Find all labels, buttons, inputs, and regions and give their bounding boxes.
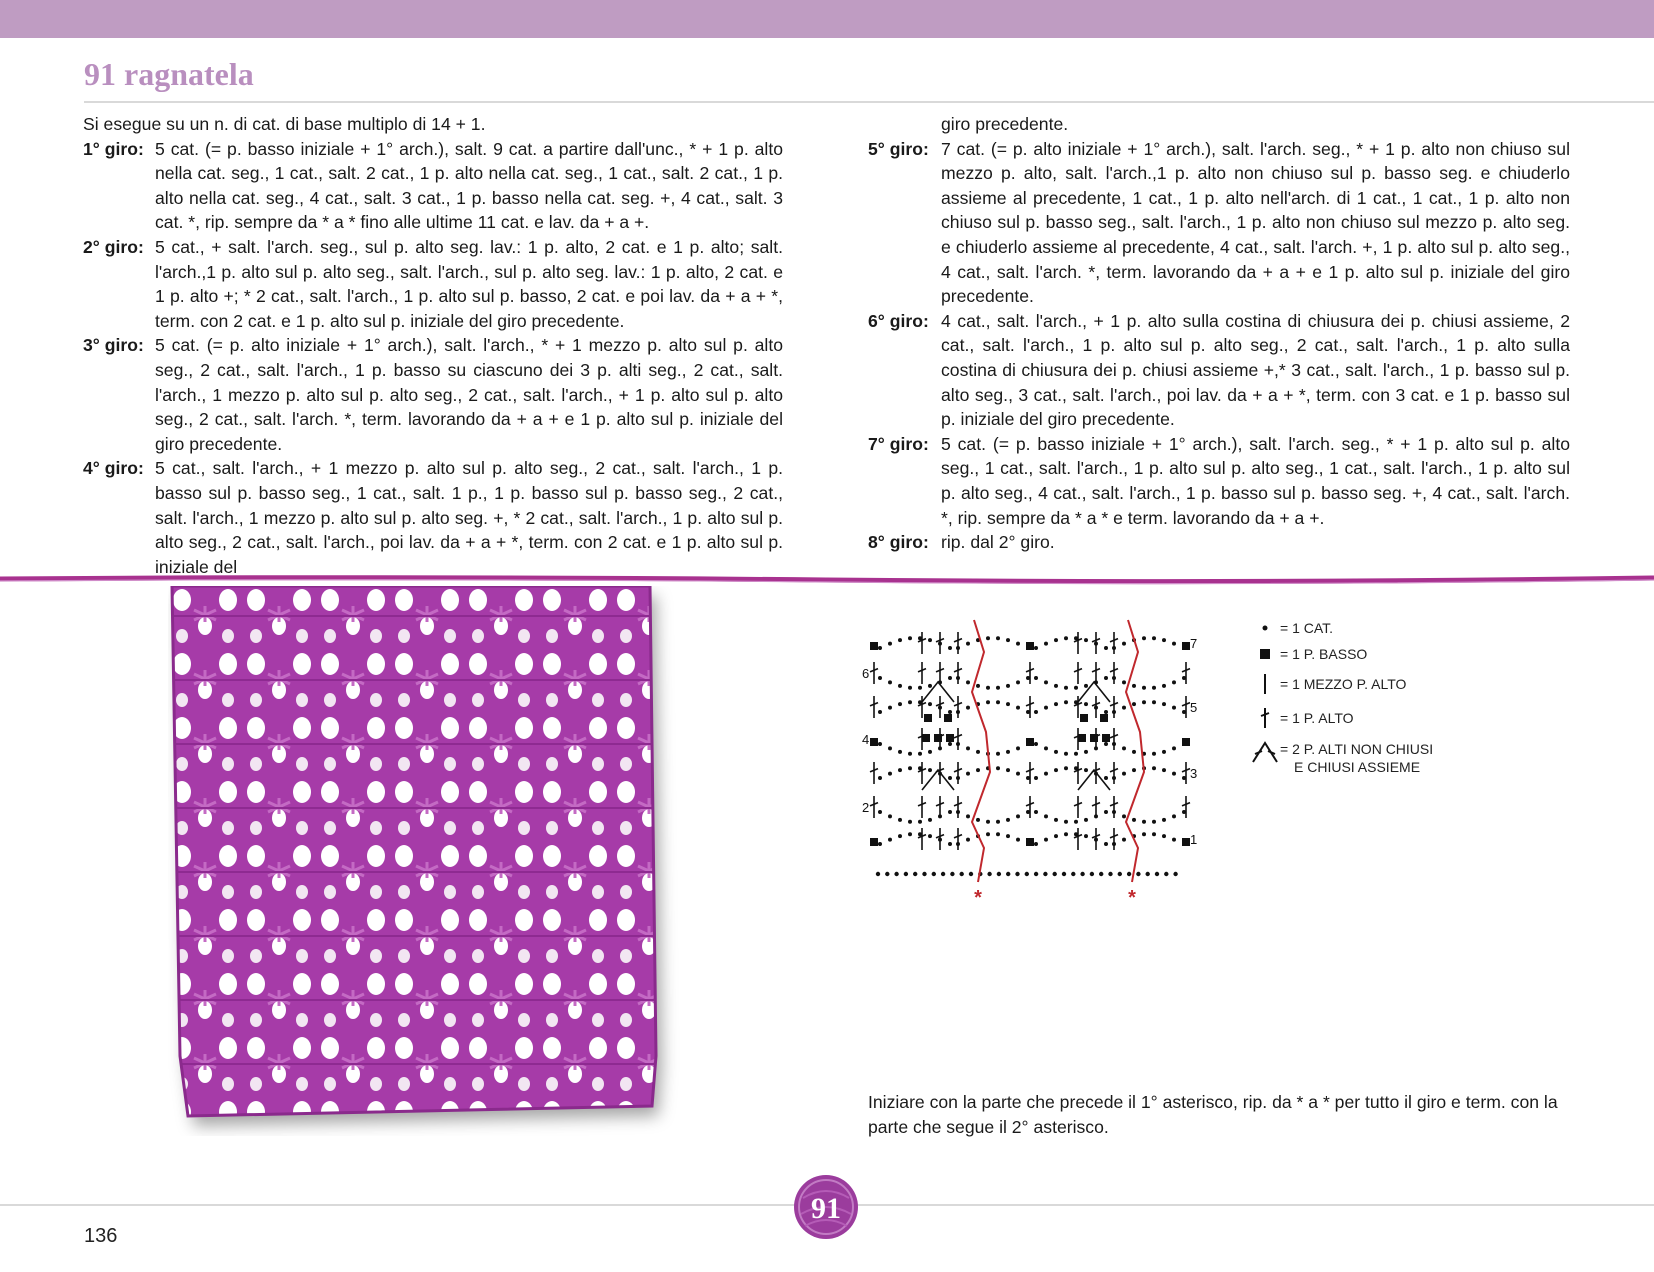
chain-stitch	[966, 680, 970, 684]
chain-stitch	[1090, 872, 1094, 876]
crochet-swatch-photo	[168, 586, 688, 1136]
chain-stitch	[1104, 646, 1108, 650]
chain-stitch	[918, 752, 922, 756]
chain-stitch	[1122, 680, 1126, 684]
chain-stitch	[1034, 810, 1038, 814]
round-8	[868, 530, 1570, 555]
chain-stitch	[960, 872, 964, 876]
square-icon	[1250, 642, 1280, 666]
cluster-stitch	[922, 682, 954, 702]
cluster-stitch	[1078, 682, 1110, 702]
chain-stitch	[1132, 750, 1136, 754]
chain-stitch	[1044, 680, 1048, 684]
single-crochet-stitch	[922, 734, 930, 742]
chain-stitch	[1054, 768, 1058, 772]
chain-stitch	[1084, 684, 1088, 688]
chain-stitch	[1104, 742, 1108, 746]
chain-stitch	[1074, 686, 1078, 690]
round-text: 5 cat., + salt. l'arch. seg., sul p. alto seg. lav.: 1 p. alto, 2 cat. e 1 p. alto; salt. l'arch.,1 p. alto sul p. alto seg., salt. l'arch., sul p. alto seg. lav.: 1 p. alto, 2 cat. e 1 p. alto +; * 2 cat., salt. l'arch., 1 p. alto sul p. basso, 2 cat. e poi lav. da + a + *, term. con 2 cat. e 1 p. alto sul p. iniziale del giro precedente.	[155, 236, 783, 331]
chain-stitch	[1172, 838, 1176, 842]
chain-stitch	[1044, 814, 1048, 818]
round-label: 8° giro:	[868, 532, 929, 553]
chain-stitch	[950, 872, 954, 876]
chain-stitch	[1142, 700, 1146, 704]
chain-stitch	[878, 676, 882, 680]
chain-stitch	[948, 842, 952, 846]
chain-stitch	[976, 818, 980, 822]
legend-item: = 1 CAT.	[1250, 616, 1333, 640]
chain-stitch	[1054, 750, 1058, 754]
chain-stitch	[898, 834, 902, 838]
chain-stitch	[908, 766, 912, 770]
legend-item: = 1 P. BASSO	[1250, 642, 1367, 666]
chain-stitch	[1122, 746, 1126, 750]
round-text: 4 cat., salt. l'arch., + 1 p. alto sulla costina di chiusura dei p. chiusi assieme, 2 cat., salt. l'arch., 1 p. alto sul p. alto seg., 2 cat., salt. l'arch., 1 p. alto sulla costina di chiusura dei p. chiusi assieme +,* 3 cat., salt. l'arch., 1 p. basso sul p. alto seg., 3 cat., salt. l'arch., poi lav. da + a + *, term. con 3 cat. e 1 p. basso sul p. iniziale del giro precedente.	[941, 310, 1570, 430]
chain-stitch	[976, 750, 980, 754]
chain-stitch	[1043, 872, 1047, 876]
chain-stitch	[1152, 686, 1156, 690]
chain-stitch	[1084, 702, 1088, 706]
row-number: 5	[1190, 700, 1198, 715]
repeat-asterisk: *	[974, 887, 982, 909]
dot-icon	[1250, 616, 1280, 640]
chain-stitch	[1122, 706, 1126, 710]
chain-stitch	[948, 776, 952, 780]
legend-item: = 1 P. ALTO	[1250, 706, 1354, 730]
chain-stitch	[1016, 642, 1020, 646]
chain-stitch	[1127, 872, 1131, 876]
title-divider	[84, 101, 1654, 103]
chain-stitch	[908, 820, 912, 824]
chain-stitch	[1034, 872, 1038, 876]
round-text: 5 cat. (= p. alto iniziale + 1° arch.), salt. l'arch., * + 1 mezzo p. alto sul p. alto seg., 2 cat., salt. l'arch., 1 p. basso su ciascuno dei 3 p. alti seg., 2 cat., salt. l'arch., 1 mezzo p. alto sul p. alto seg., 2 cat., salt. l'arch., + 1 p. alto sul p. alto seg., 2 cat., salt. l'arch. *, term. lavorando da + a + e 1 p. alto sul p. iniziale del giro precedente.	[155, 335, 783, 454]
chain-stitch	[948, 710, 952, 714]
chain-stitch	[1006, 768, 1010, 772]
round-text: 7 cat. (= p. alto iniziale + 1° arch.), salt. l'arch. seg., * + 1 p. alto non chiuso sul mezzo p. alto, salt. l'arch.,1 p. alto non chiuso sul p. basso seg. e chiuderlo assieme al precedente, 1 cat., 1 p. alto nell'arch. di 1 cat., 1 cat., 1 p. alto non chiuso sul p. basso seg., salt. l'arch., 1 p. alto non chiuso sul mezzo p. alto seg. e chiuderlo assieme al precedente, 4 cat., salt. l'arch. +, 1 p. alto sul p. alto seg., 4 cat., salt. l'arch. *, term. lavorando da + a + e 1 p. alto sul p. iniziale del giro precedente.	[941, 138, 1570, 307]
chain-stitch	[1172, 814, 1176, 818]
chain-stitch	[1044, 772, 1048, 776]
chain-stitch	[928, 768, 932, 772]
chain-stitch	[1132, 702, 1136, 706]
page-title: 91 ragnatela	[84, 56, 254, 92]
chain-stitch	[888, 746, 892, 750]
round-label: 3° giro:	[83, 335, 144, 356]
chain-stitch	[888, 706, 892, 710]
chain-stitch	[1172, 680, 1176, 684]
chain-stitch	[1064, 832, 1068, 836]
round-5	[868, 137, 1570, 309]
chain-stitch	[1172, 706, 1176, 710]
chain-stitch	[1084, 834, 1088, 838]
chain-stitch	[1064, 636, 1068, 640]
badge-number: 91	[811, 1192, 841, 1225]
single-crochet-stitch	[1182, 838, 1190, 846]
legend-item: = 2 P. ALTI NON CHIUSI E CHIUSI ASSIEME	[1250, 740, 1433, 776]
single-crochet-stitch	[1100, 714, 1108, 722]
chain-stitch	[1006, 684, 1010, 688]
chain-stitch	[888, 772, 892, 776]
chain-stitch	[928, 684, 932, 688]
chain-stitch	[1162, 684, 1166, 688]
chain-stitch	[1074, 820, 1078, 824]
chain-stitch	[908, 832, 912, 836]
chain-stitch	[1172, 746, 1176, 750]
chain-stitch	[976, 768, 980, 772]
single-crochet-stitch	[1026, 738, 1034, 746]
instructions-right-column	[868, 112, 1570, 555]
pattern-number-badge	[793, 1174, 859, 1240]
chain-stitch	[888, 680, 892, 684]
chain-stitch	[1016, 838, 1020, 842]
chain-stitch	[1034, 676, 1038, 680]
chain-stitch	[894, 872, 898, 876]
chain-stitch	[1054, 834, 1058, 838]
chain-stitch	[969, 872, 973, 876]
single-crochet-stitch	[1026, 642, 1034, 650]
chain-stitch	[888, 642, 892, 646]
chain-stitch	[876, 872, 880, 876]
chain-stitch	[908, 700, 912, 704]
cluster-icon	[1250, 740, 1280, 764]
chain-stitch	[1122, 772, 1126, 776]
chain-stitch	[948, 676, 952, 680]
chain-stitch	[1099, 872, 1103, 876]
round-text: 5 cat., salt. l'arch., + 1 mezzo p. alto sul p. alto seg., 2 cat., salt. l'arch., 1 p. basso sul p. basso seg., 1 cat., salt. 1 p., 1 p. basso sul p. basso seg., 2 cat., salt. l'arch., 1 mezzo p. alto sul p. alto seg. +, * 2 cat., salt. l'arch., 1 p. alto sul p. alto seg., 2 cat., salt. l'arch., poi lav. da + a + *, term. con 2 cat. e 1 p. alto sul p. iniziale del	[155, 458, 783, 577]
chain-stitch	[928, 750, 932, 754]
chain-stitch	[1034, 776, 1038, 780]
chain-stitch	[966, 706, 970, 710]
chain-stitch	[997, 872, 1001, 876]
chain-stitch	[898, 702, 902, 706]
chain-stitch	[1054, 818, 1058, 822]
chain-stitch	[1152, 766, 1156, 770]
row-number: 1	[1190, 832, 1198, 847]
chain-stitch	[1084, 750, 1088, 754]
chain-stitch	[1006, 818, 1010, 822]
chain-stitch	[986, 832, 990, 836]
chain-stitch	[1034, 710, 1038, 714]
chain-stitch	[1122, 814, 1126, 818]
chain-stitch	[1064, 686, 1068, 690]
chain-stitch	[878, 810, 882, 814]
single-crochet-stitch	[1090, 734, 1098, 742]
chain-stitch	[922, 872, 926, 876]
chain-stitch	[1016, 746, 1020, 750]
chain-stitch	[1132, 684, 1136, 688]
chain-stitch	[1084, 818, 1088, 822]
chain-stitch	[1172, 642, 1176, 646]
row-number: 2	[862, 800, 870, 815]
chain-stitch	[966, 838, 970, 842]
chain-stitch	[932, 872, 936, 876]
round-text: giro precedente.	[941, 114, 1069, 134]
round-2	[83, 235, 783, 333]
single-crochet-stitch	[1080, 714, 1088, 722]
chain-stitch	[1152, 832, 1156, 836]
chain-stitch	[898, 818, 902, 822]
round-3	[83, 333, 783, 456]
chain-stitch	[1025, 872, 1029, 876]
top-color-bar	[0, 0, 1654, 38]
chain-stitch	[898, 768, 902, 772]
chain-stitch	[1152, 700, 1156, 704]
round-6	[868, 309, 1570, 432]
chain-stitch	[1162, 702, 1166, 706]
chain-stitch	[941, 872, 945, 876]
chart-note: Iniziare con la parte che precede il 1° asterisco, rip. da * a * per tutto il giro e term. con la parte che segue il 2° asterisco.	[868, 1092, 1558, 1137]
chain-stitch	[1034, 742, 1038, 746]
yarn-divider	[0, 574, 1654, 586]
instructions-left-column	[83, 112, 783, 579]
chain-stitch	[966, 814, 970, 818]
chain-stitch	[948, 646, 952, 650]
chain-stitch	[987, 872, 991, 876]
stitch-diagram	[860, 612, 1230, 912]
chain-stitch	[1162, 818, 1166, 822]
chain-stitch	[996, 686, 1000, 690]
chain-stitch	[986, 700, 990, 704]
chain-stitch	[1118, 872, 1122, 876]
row-number: 3	[1190, 766, 1198, 781]
round-4-continuation	[868, 112, 1570, 137]
chain-stitch	[918, 820, 922, 824]
repeat-marker-line	[972, 620, 990, 882]
chain-stitch	[878, 842, 882, 846]
chain-stitch	[928, 638, 932, 642]
chain-stitch	[986, 820, 990, 824]
chain-stitch	[1142, 832, 1146, 836]
row-number: 6	[862, 666, 870, 681]
chain-stitch	[948, 742, 952, 746]
chain-stitch	[1064, 752, 1068, 756]
chain-stitch	[913, 872, 917, 876]
round-label: 5° giro:	[868, 138, 929, 159]
chain-stitch	[966, 746, 970, 750]
chain-stitch	[1006, 834, 1010, 838]
chain-stitch	[1074, 752, 1078, 756]
chain-stitch	[1164, 872, 1168, 876]
chain-stitch	[1084, 768, 1088, 772]
round-4	[83, 456, 783, 579]
single-crochet-stitch	[870, 642, 878, 650]
chain-stitch	[1054, 684, 1058, 688]
chain-stitch	[908, 686, 912, 690]
chain-stitch	[1062, 872, 1066, 876]
chain-stitch	[898, 684, 902, 688]
chain-stitch	[1104, 810, 1108, 814]
chain-stitch	[1016, 706, 1020, 710]
chain-stitch	[1053, 872, 1057, 876]
chain-stitch	[888, 838, 892, 842]
chain-stitch	[1044, 706, 1048, 710]
round-text: rip. dal 2° giro.	[941, 532, 1055, 553]
chain-stitch	[1044, 746, 1048, 750]
chain-stitch	[1152, 636, 1156, 640]
chain-stitch	[1071, 872, 1075, 876]
chain-stitch	[996, 820, 1000, 824]
chain-stitch	[1142, 636, 1146, 640]
row-number: 7	[1190, 636, 1198, 651]
chain-stitch	[1006, 872, 1010, 876]
chain-stitch	[1155, 872, 1159, 876]
chain-stitch	[1084, 638, 1088, 642]
chart-legend	[1250, 616, 1470, 796]
cluster-stitch	[1078, 770, 1110, 790]
chain-stitch	[1162, 638, 1166, 642]
chain-stitch	[1015, 872, 1019, 876]
single-crochet-stitch	[870, 738, 878, 746]
chain-stitch	[1054, 702, 1058, 706]
chain-stitch	[1122, 642, 1126, 646]
single-crochet-stitch	[946, 734, 954, 742]
chain-stitch	[1104, 710, 1108, 714]
chain-stitch	[878, 742, 882, 746]
chain-stitch	[1136, 872, 1140, 876]
chain-stitch	[928, 834, 932, 838]
chain-stitch	[1172, 772, 1176, 776]
chain-stitch	[898, 750, 902, 754]
round-label: 2° giro:	[83, 236, 144, 257]
chain-stitch	[996, 752, 1000, 756]
single-crochet-stitch	[944, 714, 952, 722]
chain-stitch	[1044, 642, 1048, 646]
chain-stitch	[1146, 872, 1150, 876]
chain-stitch	[904, 872, 908, 876]
chain-stitch	[996, 766, 1000, 770]
chain-stitch	[888, 814, 892, 818]
round-1	[83, 137, 783, 235]
chain-stitch	[878, 710, 882, 714]
round-label: 7° giro:	[868, 433, 929, 454]
chain-stitch	[1080, 872, 1084, 876]
single-crochet-stitch	[1026, 838, 1034, 846]
chain-stitch	[996, 832, 1000, 836]
cluster-stitch	[922, 770, 954, 790]
chain-stitch	[1034, 646, 1038, 650]
chain-stitch	[996, 700, 1000, 704]
single-crochet-stitch	[924, 714, 932, 722]
chain-stitch	[1132, 768, 1136, 772]
round-7	[868, 432, 1570, 530]
half-double-icon	[1250, 672, 1280, 696]
chain-stitch	[928, 702, 932, 706]
chain-stitch	[986, 636, 990, 640]
double-crochet-icon	[1250, 706, 1280, 730]
chain-stitch	[928, 818, 932, 822]
chain-stitch	[1104, 776, 1108, 780]
single-crochet-stitch	[870, 838, 878, 846]
legend-item: = 1 MEZZO P. ALTO	[1250, 672, 1406, 696]
chain-stitch	[1006, 702, 1010, 706]
chain-stitch	[966, 772, 970, 776]
chain-stitch	[1152, 820, 1156, 824]
chain-stitch	[1016, 680, 1020, 684]
chain-stitch	[1054, 638, 1058, 642]
chain-stitch	[1064, 700, 1068, 704]
chain-stitch	[1006, 638, 1010, 642]
chain-stitch	[898, 638, 902, 642]
single-crochet-stitch	[1182, 642, 1190, 650]
chain-stitch	[1044, 838, 1048, 842]
chain-stitch	[976, 684, 980, 688]
page-number: 136	[84, 1225, 118, 1247]
round-label: 4° giro:	[83, 458, 144, 479]
chain-stitch	[1162, 750, 1166, 754]
chain-stitch	[1006, 750, 1010, 754]
chain-stitch	[1142, 820, 1146, 824]
chain-stitch	[885, 872, 889, 876]
chain-stitch	[1108, 872, 1112, 876]
chain-stitch	[878, 776, 882, 780]
chain-stitch	[996, 636, 1000, 640]
chain-stitch	[908, 636, 912, 640]
single-crochet-stitch	[1102, 734, 1110, 742]
chain-stitch	[986, 686, 990, 690]
chain-stitch	[1034, 842, 1038, 846]
single-crochet-stitch	[934, 734, 942, 742]
row-number: 4	[862, 732, 870, 747]
round-text: 5 cat. (= p. basso iniziale + 1° arch.), salt. l'arch. seg., * + 1 p. alto sul p. alto seg., 1 cat., salt. l'arch., 1 p. alto sul p. alto seg., 1 cat., salt. l'arch., 1 p. alto sul p. alto seg., 4 cat., salt. l'arch., 1 p. basso sul p. basso seg. +, 4 cat., salt. l'arch. *, rip. sempre da * a * e term. lavorando da + a +.	[941, 433, 1570, 528]
chain-stitch	[1064, 766, 1068, 770]
round-label: 6° giro:	[868, 310, 929, 331]
chain-stitch	[1016, 772, 1020, 776]
intro-text: Si esegue su un n. di cat. di base multiplo di 14 + 1.	[83, 114, 486, 134]
repeat-asterisk: *	[1128, 887, 1136, 909]
chain-stitch	[1104, 676, 1108, 680]
round-label: 1° giro:	[83, 138, 144, 159]
chain-stitch	[1173, 872, 1177, 876]
round-text: 5 cat. (= p. basso iniziale + 1° arch.), salt. 9 cat. a partire dall'unc., * + 1 p. alto nella cat. seg., 1 cat., salt. 2 cat., 1 p. alto nella cat. seg., 1 cat., salt. 2 cat., 1 p. alto nella cat. seg., 4 cat., salt. 3 cat., 1 p. basso nella cat. seg. +, 4 cat., salt. 3 cat. *, rip. sempre da * a * fino alle ultime 11 cat. e lav. da + a +.	[155, 138, 783, 233]
single-crochet-stitch	[1182, 738, 1190, 746]
chain-stitch	[918, 686, 922, 690]
chain-stitch	[966, 642, 970, 646]
chain-stitch	[1142, 686, 1146, 690]
single-crochet-stitch	[1078, 734, 1086, 742]
chain-stitch	[1152, 752, 1156, 756]
chain-stitch	[1162, 768, 1166, 772]
chain-stitch	[1122, 838, 1126, 842]
chain-stitch	[1132, 818, 1136, 822]
chain-stitch	[878, 646, 882, 650]
chain-stitch	[1064, 820, 1068, 824]
chain-stitch	[1016, 814, 1020, 818]
chain-stitch	[908, 752, 912, 756]
chain-stitch	[1104, 842, 1108, 846]
chain-stitch	[1162, 834, 1166, 838]
chain-stitch	[948, 810, 952, 814]
